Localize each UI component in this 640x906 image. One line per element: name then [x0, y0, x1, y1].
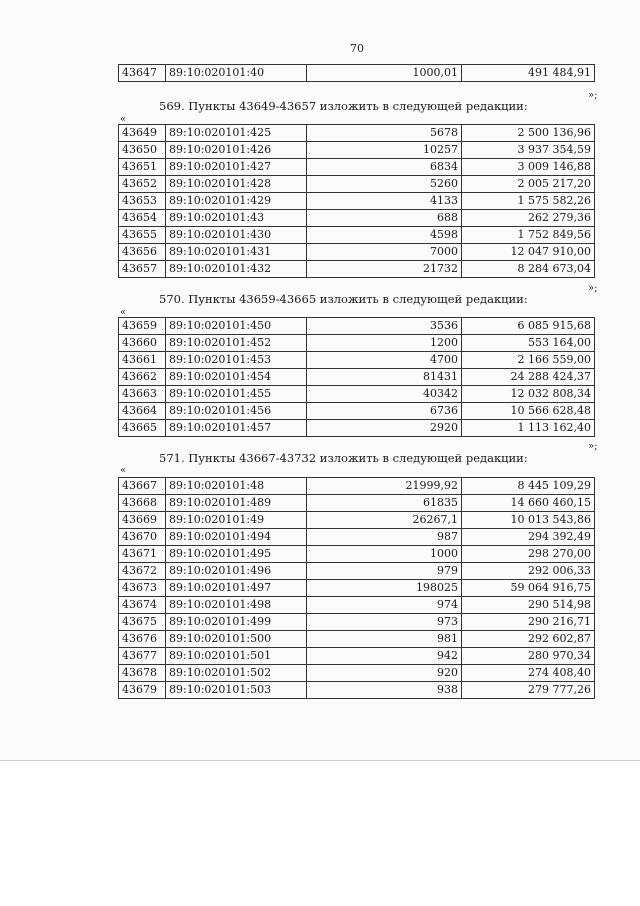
cadastral-number: 89:10:020101:429: [166, 193, 307, 210]
cadastral-number: 89:10:020101:428: [166, 176, 307, 193]
cost-value: 3 937 354,59: [462, 142, 595, 159]
amendment-table: [118, 477, 595, 699]
area-value: 21999,92: [307, 478, 462, 495]
area-value: 4700: [307, 352, 462, 369]
area-value: 198025: [307, 580, 462, 597]
row-number: 43657: [119, 261, 166, 278]
row-number: 43673: [119, 580, 166, 597]
cadastral-number: 89:10:020101:496: [166, 563, 307, 580]
row-number: 43647: [119, 65, 166, 82]
area-value: 10257: [307, 142, 462, 159]
table-row: [119, 648, 595, 665]
table-row: [119, 142, 595, 159]
row-number: 43654: [119, 210, 166, 227]
cadastral-number: 89:10:020101:48: [166, 478, 307, 495]
cost-value: 274 408,40: [462, 665, 595, 682]
area-value: 1000: [307, 546, 462, 563]
cost-value: 2 005 217,20: [462, 176, 595, 193]
table-row: [119, 495, 595, 512]
cadastral-number: 89:10:020101:426: [166, 142, 307, 159]
cadastral-number: 89:10:020101:501: [166, 648, 307, 665]
area-value: 61835: [307, 495, 462, 512]
cost-value: 59 064 916,75: [462, 580, 595, 597]
row-number: 43669: [119, 512, 166, 529]
area-value: 938: [307, 682, 462, 699]
cost-value: 8 445 109,29: [462, 478, 595, 495]
row-number: 43664: [119, 403, 166, 420]
section-heading: 571. Пункты 43667-43732 изложить в следующей редакции:: [159, 451, 528, 465]
cost-value: 24 288 424,37: [462, 369, 595, 386]
cost-value: 8 284 673,04: [462, 261, 595, 278]
cadastral-number: 89:10:020101:494: [166, 529, 307, 546]
area-value: 1200: [307, 335, 462, 352]
cost-value: 1 575 582,26: [462, 193, 595, 210]
area-value: 979: [307, 563, 462, 580]
page-number: 70: [350, 42, 364, 55]
closing-quote: »;: [588, 283, 598, 294]
row-number: 43651: [119, 159, 166, 176]
cost-value: 10 566 628,48: [462, 403, 595, 420]
row-number: 43678: [119, 665, 166, 682]
area-value: 6834: [307, 159, 462, 176]
cadastral-number: 89:10:020101:450: [166, 318, 307, 335]
area-value: 26267,1: [307, 512, 462, 529]
cadastral-number: 89:10:020101:499: [166, 614, 307, 631]
row-number: 43662: [119, 369, 166, 386]
amendment-table: [118, 317, 595, 437]
cost-value: 279 777,26: [462, 682, 595, 699]
row-number: 43670: [119, 529, 166, 546]
cost-value: 491 484,91: [462, 65, 595, 82]
cadastral-number: 89:10:020101:427: [166, 159, 307, 176]
row-number: 43663: [119, 386, 166, 403]
cost-value: 12 047 910,00: [462, 244, 595, 261]
cadastral-number: 89:10:020101:457: [166, 420, 307, 437]
cadastral-number: 89:10:020101:456: [166, 403, 307, 420]
row-number: 43652: [119, 176, 166, 193]
cadastral-number: 89:10:020101:452: [166, 335, 307, 352]
cost-value: 14 660 460,15: [462, 495, 595, 512]
table-row: [119, 318, 595, 335]
cadastral-number: 89:10:020101:40: [166, 65, 307, 82]
cadastral-number: 89:10:020101:430: [166, 227, 307, 244]
cadastral-number: 89:10:020101:503: [166, 682, 307, 699]
cost-value: 10 013 543,86: [462, 512, 595, 529]
area-value: 3536: [307, 318, 462, 335]
table-row: [119, 478, 595, 495]
cost-value: 1 752 849,56: [462, 227, 595, 244]
cost-value: 6 085 915,68: [462, 318, 595, 335]
table-row: [119, 159, 595, 176]
cadastral-number: 89:10:020101:49: [166, 512, 307, 529]
cost-value: 553 164,00: [462, 335, 595, 352]
row-number: 43676: [119, 631, 166, 648]
section-heading: 570. Пункты 43659-43665 изложить в следующей редакции:: [159, 292, 528, 306]
area-value: 942: [307, 648, 462, 665]
cadastral-number: 89:10:020101:43: [166, 210, 307, 227]
cadastral-number: 89:10:020101:500: [166, 631, 307, 648]
area-value: 21732: [307, 261, 462, 278]
cost-value: 294 392,49: [462, 529, 595, 546]
area-value: 1000,01: [307, 65, 462, 82]
cost-value: 3 009 146,88: [462, 159, 595, 176]
cost-value: 290 514,98: [462, 597, 595, 614]
table-row: [119, 597, 595, 614]
area-value: 974: [307, 597, 462, 614]
continuation-table: [118, 64, 595, 82]
cadastral-number: 89:10:020101:502: [166, 665, 307, 682]
cost-value: 280 970,34: [462, 648, 595, 665]
table-row: [119, 369, 595, 386]
cadastral-number: 89:10:020101:495: [166, 546, 307, 563]
table-row: [119, 261, 595, 278]
table-row: [119, 580, 595, 597]
opening-quote: «: [120, 114, 127, 125]
closing-quote: »;: [588, 441, 598, 452]
area-value: 987: [307, 529, 462, 546]
table-row: [119, 512, 595, 529]
table-row: [119, 631, 595, 648]
section-heading: 569. Пункты 43649-43657 изложить в следующей редакции:: [159, 99, 528, 113]
area-value: 973: [307, 614, 462, 631]
cadastral-number: 89:10:020101:489: [166, 495, 307, 512]
row-number: 43655: [119, 227, 166, 244]
row-number: 43668: [119, 495, 166, 512]
cadastral-number: 89:10:020101:498: [166, 597, 307, 614]
table-row: [119, 529, 595, 546]
table-row: [119, 244, 595, 261]
area-value: 40342: [307, 386, 462, 403]
table-row: [119, 65, 595, 82]
row-number: 43659: [119, 318, 166, 335]
table-row: [119, 125, 595, 142]
cost-value: 298 270,00: [462, 546, 595, 563]
area-value: 4598: [307, 227, 462, 244]
cost-value: 2 166 559,00: [462, 352, 595, 369]
row-number: 43660: [119, 335, 166, 352]
row-number: 43649: [119, 125, 166, 142]
area-value: 981: [307, 631, 462, 648]
row-number: 43671: [119, 546, 166, 563]
table-row: [119, 210, 595, 227]
cost-value: 2 500 136,96: [462, 125, 595, 142]
table-row: [119, 193, 595, 210]
area-value: 81431: [307, 369, 462, 386]
table-row: [119, 335, 595, 352]
area-value: 5678: [307, 125, 462, 142]
table-row: [119, 614, 595, 631]
opening-quote: «: [120, 307, 127, 318]
area-value: 920: [307, 665, 462, 682]
table-row: [119, 352, 595, 369]
row-number: 43667: [119, 478, 166, 495]
area-value: 7000: [307, 244, 462, 261]
row-number: 43679: [119, 682, 166, 699]
row-number: 43653: [119, 193, 166, 210]
table-row: [119, 682, 595, 699]
table-row: [119, 227, 595, 244]
cadastral-number: 89:10:020101:455: [166, 386, 307, 403]
table-row: [119, 403, 595, 420]
area-value: 4133: [307, 193, 462, 210]
cadastral-number: 89:10:020101:454: [166, 369, 307, 386]
amendment-table: [118, 124, 595, 278]
table-row: [119, 563, 595, 580]
table-row: [119, 176, 595, 193]
table-row: [119, 420, 595, 437]
cost-value: 262 279,36: [462, 210, 595, 227]
page-background: [0, 760, 640, 906]
cost-value: 292 602,87: [462, 631, 595, 648]
closing-quote: »;: [588, 90, 598, 101]
cost-value: 290 216,71: [462, 614, 595, 631]
table-row: [119, 665, 595, 682]
row-number: 43650: [119, 142, 166, 159]
opening-quote: «: [120, 465, 127, 476]
cadastral-number: 89:10:020101:432: [166, 261, 307, 278]
row-number: 43674: [119, 597, 166, 614]
cost-value: 12 032 808,34: [462, 386, 595, 403]
table-row: [119, 386, 595, 403]
row-number: 43672: [119, 563, 166, 580]
row-number: 43665: [119, 420, 166, 437]
row-number: 43677: [119, 648, 166, 665]
cadastral-number: 89:10:020101:453: [166, 352, 307, 369]
area-value: 2920: [307, 420, 462, 437]
cadastral-number: 89:10:020101:425: [166, 125, 307, 142]
cost-value: 1 113 162,40: [462, 420, 595, 437]
cadastral-number: 89:10:020101:431: [166, 244, 307, 261]
cadastral-number: 89:10:020101:497: [166, 580, 307, 597]
row-number: 43656: [119, 244, 166, 261]
area-value: 5260: [307, 176, 462, 193]
row-number: 43661: [119, 352, 166, 369]
table-row: [119, 546, 595, 563]
row-number: 43675: [119, 614, 166, 631]
area-value: 6736: [307, 403, 462, 420]
area-value: 688: [307, 210, 462, 227]
cost-value: 292 006,33: [462, 563, 595, 580]
